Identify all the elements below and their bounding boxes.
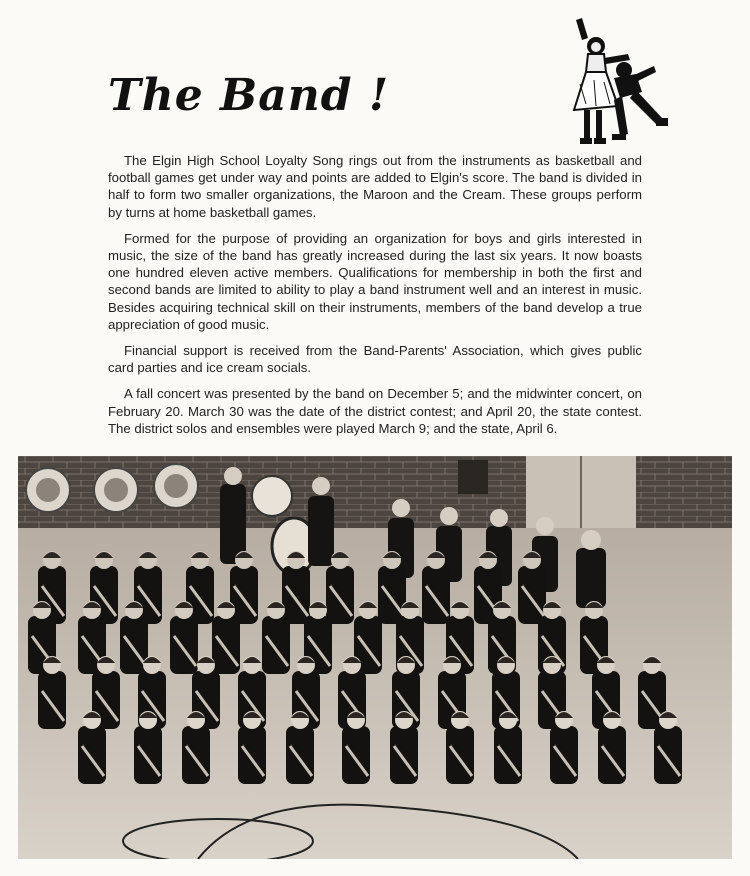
paragraph-3: Financial support is received from the Band-Parents' Association, which gives public card parties and ice cream socials. [108, 343, 642, 376]
paragraph-4: A fall concert was presented by the band on December 5; and the midwinter concert, on February 20. March 30 was the date of the district contest; and April 20, the state contest. The district solos and ensembles were played March 9; and the state, April 6. [108, 386, 642, 436]
paragraph-2: Formed for the purpose of providing an organization for boys and girls interested in music, the size of the band has greatly increased during the last six years. It now boasts one hundred eleven active members. Qualifications for membership in both the first and second bands are limited to ability to play a band instrument well and an interest in music. Besides acquiring technical skill on their instruments, members of the band develop a true appreciation of good music. [108, 230, 642, 332]
article-body [108, 152, 642, 446]
paragraph-1: The Elgin High School Loyalty Song rings out from the instruments as basketball and football games get under way and points are added to Elgin's score. The band is divided in half to form two smaller organizations, the Maroon and the Cream. These groups perform by turns at home basketball games. [108, 153, 642, 220]
page-title: The Band ! [108, 70, 390, 121]
dancing-couple-icon [566, 14, 676, 154]
band-photo [18, 456, 732, 859]
